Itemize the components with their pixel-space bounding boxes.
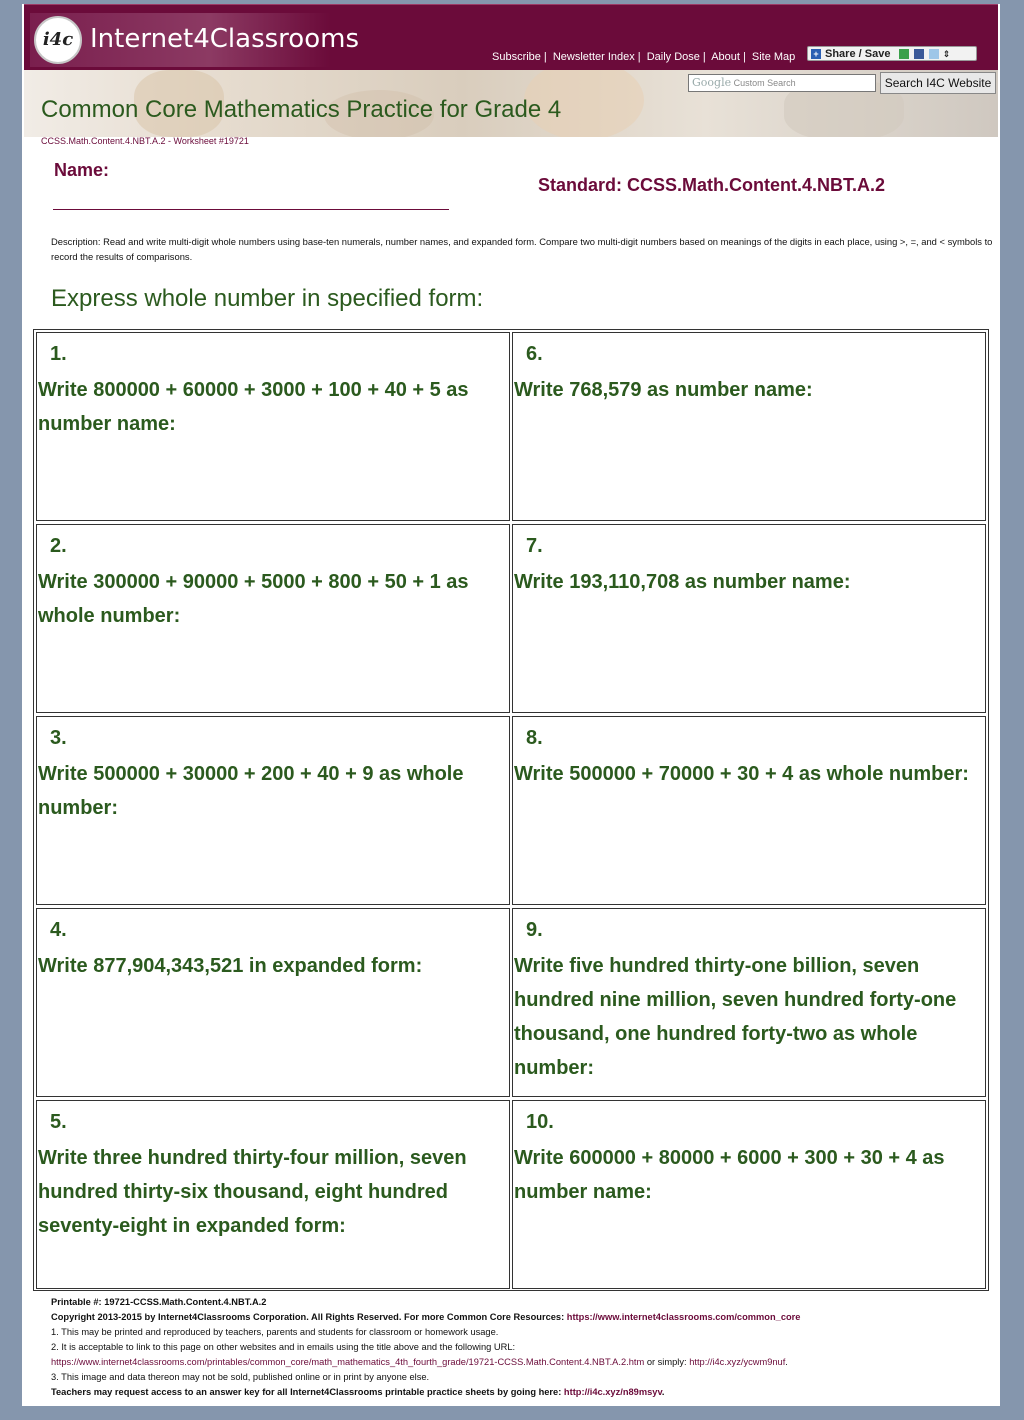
search-button[interactable]: Search I4C Website [880,72,996,94]
share-dropdown-icon: ⇕ [942,49,951,59]
problem-cell [36,716,510,905]
copyright [51,1310,991,1325]
problem-cell [36,332,510,521]
problem-number: 3. [50,727,67,749]
problem-number: 4. [50,919,67,941]
facebook-icon [914,49,924,59]
share-label: Share / Save [825,48,891,60]
note-1: 1. This may be printed and reproduced by teachers, parents and students for classroom or homework usage. [51,1327,499,1337]
problem-text: Write 600000 + 80000 + 6000 + 300 + 30 + 4 as number name: [514,1147,945,1203]
problem-number: 5. [50,1111,67,1133]
logo-text: Internet4Classrooms [90,24,359,54]
share-green-icon [899,49,909,59]
problem-text: Write three hundred thirty-four million, seven hundred thirty-six thousand, eight hundred seventy-eight in expanded form: [38,1147,467,1237]
google-logo: Google [692,76,732,89]
problem-text: Write 800000 + 60000 + 3000 + 100 + 40 + 5 as number name: [38,379,469,435]
problem-text: Write 500000 + 30000 + 200 + 40 + 9 as whole number: [38,763,464,819]
or-simply-text: or simply: [646,1357,687,1367]
page-title: Common Core Mathematics Practice for Grade 4 [41,96,562,123]
site-header [24,4,998,71]
top-nav: Subscribe | Newsletter Index | Daily Dose | About | Site Map [492,51,796,63]
name-line [53,209,449,210]
nav-subscribe[interactable]: Subscribe [492,51,541,63]
section-title: Express whole number in specified form: [51,285,484,312]
problem-number: 1. [50,343,67,365]
problem-number: 7. [526,535,543,557]
copyright-text: Copyright 2013-2015 by Internet4Classrooms Corporation. All Rights Reserved. For more Common Core Resources: [51,1312,565,1322]
answer-key-note: Teachers may request access to an answer key for all Internet4Classrooms printable practice sheets by going here: http://i4c.xyz/n89msyv. [51,1387,665,1397]
description: Description: Read and write multi-digit whole numbers using base-ten numerals, number names, and expanded form. Compare two multi-digit numbers based on meanings of the digits in each place, using >, =, and < symbols to record the results of comparisons. [51,236,993,262]
problem-number: 10. [526,1111,554,1133]
note-2: 2. It is acceptable to link to this page on other websites and in emails using the title above and the following URL: [51,1342,516,1352]
answer-key-link[interactable]: http://i4c.xyz/n89msyv [563,1387,662,1397]
problem-cell [512,1100,986,1289]
name-label: Name: [54,160,110,180]
problem-text: Write 768,579 as number name: [514,379,813,401]
problem-grid [33,329,989,1291]
problem-cell [36,1100,510,1289]
problem-text: Write five hundred thirty-one billion, seven hundred nine million, seven hundred forty-one thousand, one hundred forty-two as whole number: [514,955,957,1079]
problem-number: 8. [526,727,543,749]
site-logo[interactable] [30,13,359,67]
search-input[interactable] [688,74,876,92]
problem-text: Write 193,110,708 as number name: [514,571,851,593]
problem-cell [36,908,510,1097]
problem-cell [512,332,986,521]
worksheet-page [22,4,1000,1406]
note-2-urls: https://www.internet4classrooms.com/printables/common_core/math_mathematics_4th_fourth_grade/19721-CCSS.Math.Content.4.NBT.A.2.htm or simply: http://i4c.xyz/ycwm9nuf. [51,1357,788,1367]
problem-text: Write 300000 + 90000 + 5000 + 800 + 50 + 1 as whole number: [38,571,469,627]
problem-cell [512,716,986,905]
problem-cell [512,908,986,1097]
problem-number: 2. [50,535,67,557]
breadcrumb: CCSS.Math.Content.4.NBT.A.2 - Worksheet #19721 [41,136,249,146]
share-save-button[interactable] [807,46,977,61]
printable-number: Printable #: 19721-CCSS.Math.Content.4.NBT.A.2 [51,1297,267,1307]
problem-number: 6. [526,343,543,365]
standard-label: Standard: CCSS.Math.Content.4.NBT.A.2 [538,175,886,195]
problem-text: Write 877,904,343,521 in expanded form: [38,955,423,977]
teachers-text: Teachers may request access to an answer key for all Internet4Classrooms printable practice sheets by going here: [51,1387,562,1397]
share-plus-icon: + [811,49,821,59]
nav-newsletter-index[interactable]: Newsletter Index [552,51,635,63]
problem-cell [512,524,986,713]
note-3: 3. This image and data thereon may not be sold, published online or in print by anyone else. [51,1372,430,1382]
search-placeholder: Custom Search [733,78,796,88]
logo-badge-icon: i4c [34,16,82,64]
short-url-link[interactable]: http://i4c.xyz/ycwm9nuf [689,1357,786,1367]
problem-cell [36,524,510,713]
nav-daily-dose[interactable]: Daily Dose [646,51,700,63]
nav-site-map[interactable]: Site Map [751,51,796,63]
footer [51,1295,991,1400]
nav-about[interactable]: About [711,51,740,63]
problem-number: 9. [526,919,543,941]
worksheet-url-link[interactable]: https://www.internet4classrooms.com/printables/common_core/math_mathematics_4th_fourth_grade/19721-CCSS.Math.Content.4.NBT.A.2.htm [51,1357,645,1367]
common-core-link[interactable]: https://www.internet4classrooms.com/common_core [566,1312,801,1322]
problem-text: Write 500000 + 70000 + 30 + 4 as whole number: [514,763,969,785]
twitter-icon [929,49,939,59]
